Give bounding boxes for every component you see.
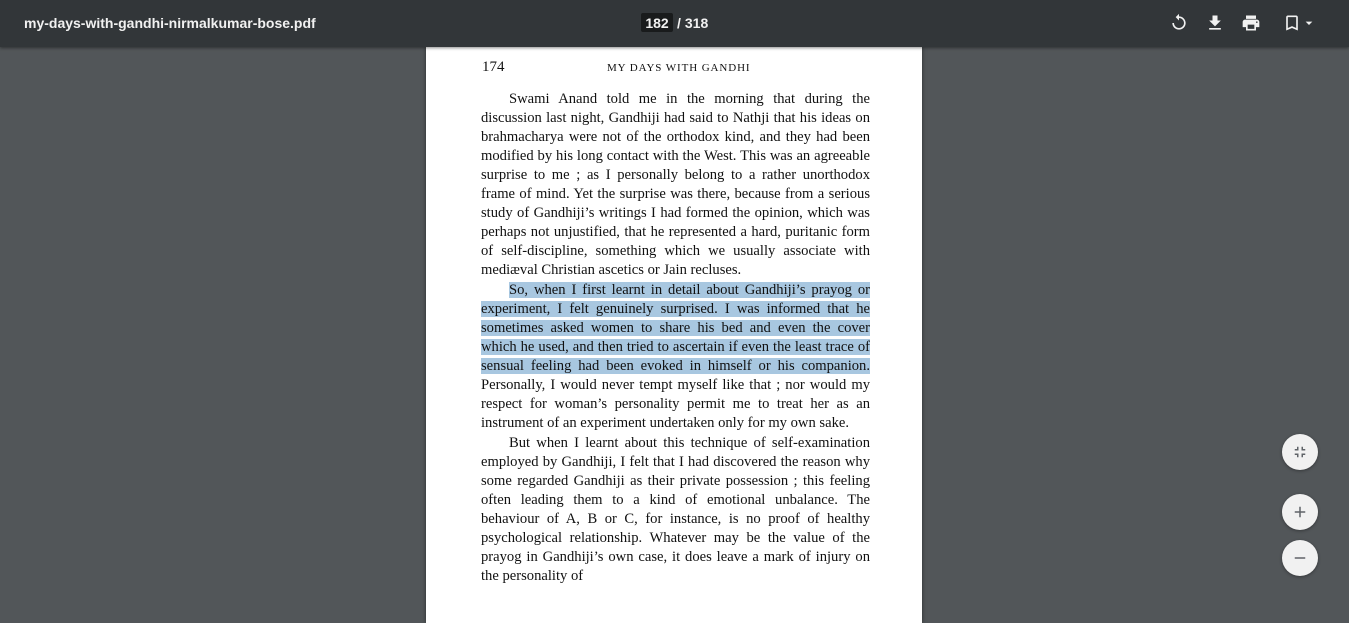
- bookmark-menu-button[interactable]: [1280, 9, 1322, 37]
- page-total: 318: [684, 14, 709, 31]
- zoom-out-button[interactable]: [1282, 540, 1318, 576]
- printed-page-number: 174: [482, 59, 505, 75]
- print-button[interactable]: [1237, 9, 1265, 37]
- paragraph-1: Swami Anand told me in the morning that during the discussion last night, Gandhiji had said to Nathji that his ideas on brahmacharya were not of the orthodox kind, and they had been modified by his long contact with the West. This was an agreeable surprise to me ; as I personally belong to a rather unorthodox frame of mind. Yet the surprise was there, because from a serious study of Gandhiji’s writings I had formed the opinion, which was perhaps not unjustified, that he represented a hard, puritanic form of self-discipline, something which we usually associate with mediæval Christian ascetics or Jain recluses.: [481, 91, 870, 278]
- print-icon: [1241, 13, 1261, 33]
- page-body: [481, 90, 870, 586]
- pdf-toolbar: [0, 0, 1349, 47]
- selected-text[interactable]: So, when I first learnt in detail about Gandhiji’s prayog or experiment, I felt genuinely surprised. I was informed that he sometimes asked women to share his bed and even the cover which he used, and then tried to ascertain if even the least trace of sensual feeling had been evoked in himself or his companion.: [481, 282, 870, 374]
- download-button[interactable]: [1201, 9, 1229, 37]
- fit-page-button[interactable]: [1282, 434, 1318, 470]
- running-head: MY DAYS WITH GANDHI: [607, 62, 751, 74]
- paragraph-3: But when I learnt about this technique of self-examination employed by Gandhiji, I felt that I had discovered the reason why some regarded Gandhiji as their private possession ; this feeling often leading them to a kind of emotional unbalance. The behaviour of A, B or C, for instance, is no proof of healthy psychological relationship. Whatever may be the value of the prayog in Gandhiji’s own case, it does leave a mark of injury on the personality of: [481, 435, 870, 584]
- rotate-button[interactable]: [1165, 9, 1193, 37]
- rotate-icon: [1169, 13, 1189, 33]
- zoom-in-button[interactable]: [1282, 494, 1318, 530]
- fit-page-icon: [1291, 443, 1309, 461]
- bookmark-icon: [1282, 13, 1302, 33]
- chevron-down-icon: [1301, 15, 1317, 31]
- zoom-in-icon: [1291, 503, 1309, 521]
- page-selector: [641, 13, 708, 32]
- pdf-page: [426, 47, 922, 623]
- page-separator: /: [677, 14, 681, 31]
- download-icon: [1205, 13, 1225, 33]
- page-number-input[interactable]: [641, 13, 673, 32]
- paragraph-2: [481, 281, 870, 433]
- zoom-out-icon: [1291, 549, 1309, 567]
- document-title: my-days-with-gandhi-nirmalkumar-bose.pdf: [24, 15, 316, 31]
- paragraph-2-rest: Personally, I would never tempt myself like that ; nor would my respect for woman’s personality permit me to treat her as an instrument of an experiment undertaken only for my own sake.: [481, 377, 870, 431]
